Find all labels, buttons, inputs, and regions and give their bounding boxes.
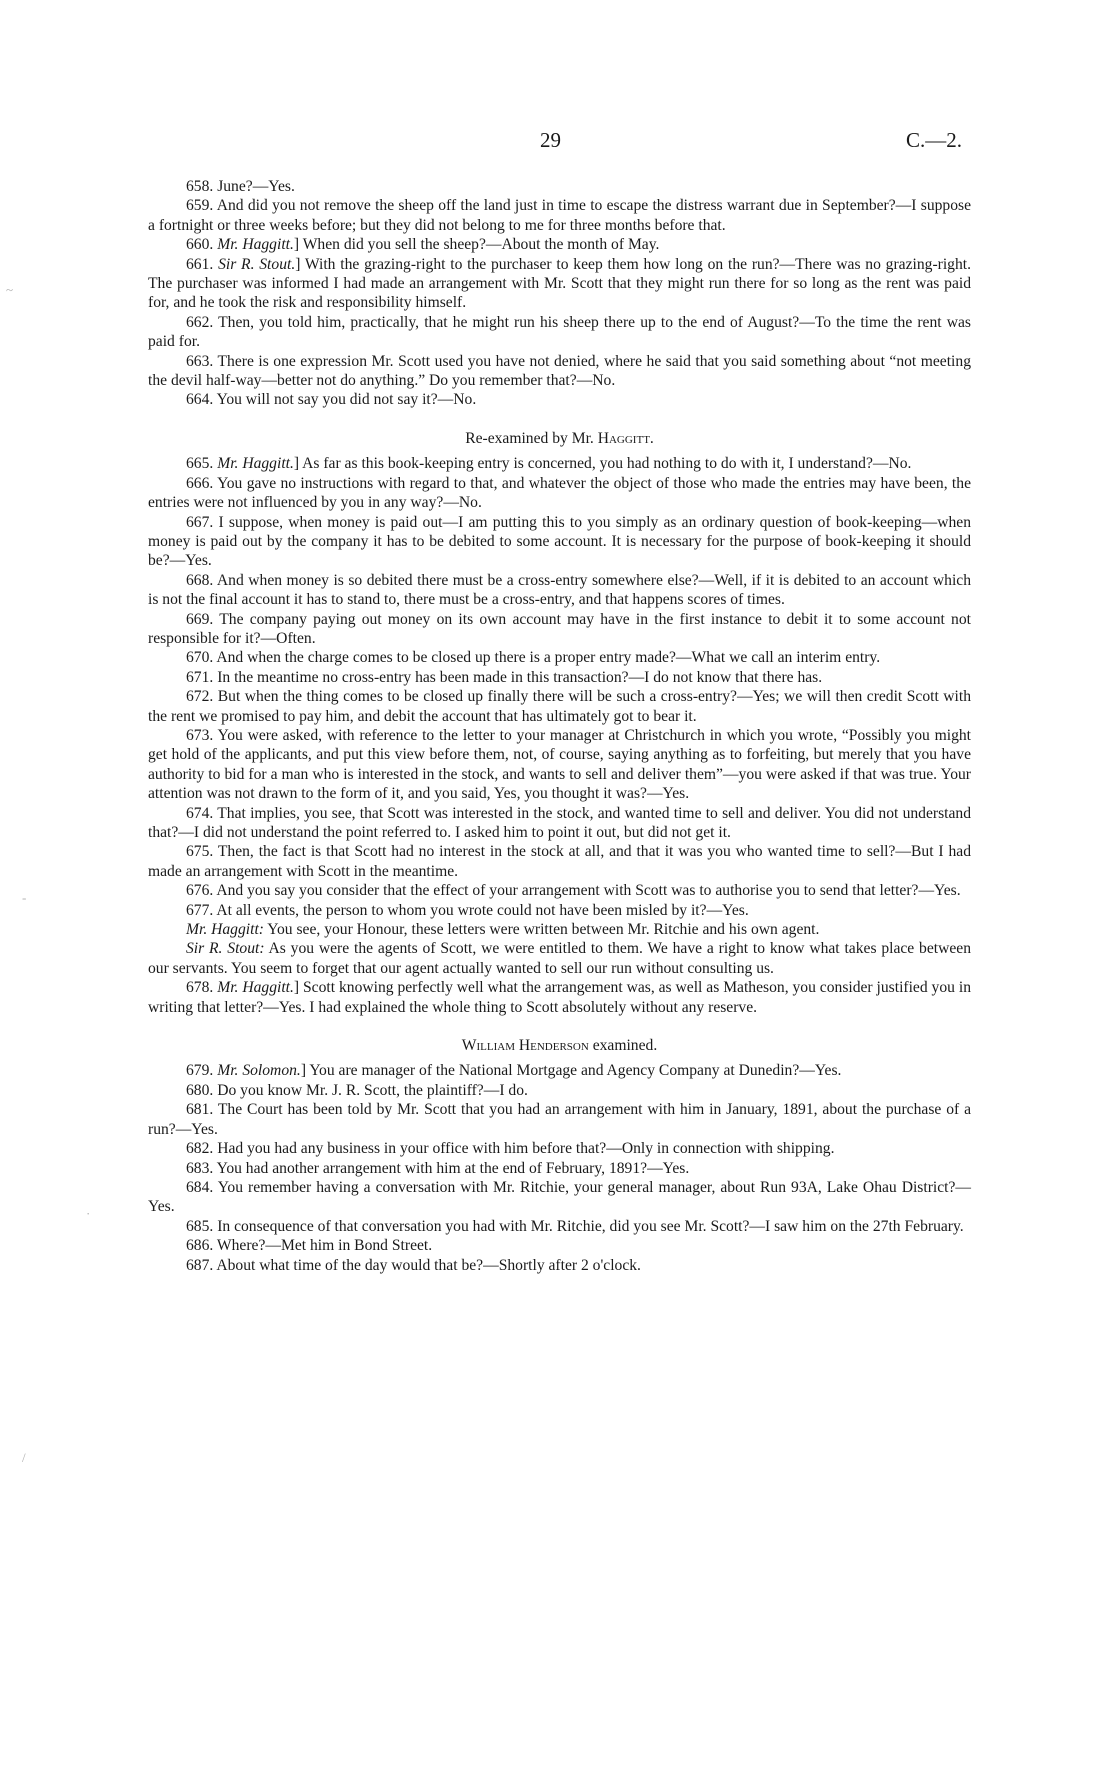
paragraph-664: 664. You will not say you did not say it?—No.: [186, 391, 477, 409]
question-number: 661.: [186, 255, 214, 273]
speaker: Mr. Solomon.: [217, 1062, 301, 1080]
paragraph-677: 677. At all events, the person to whom you wrote could not have been misled by it?—Yes.: [186, 901, 749, 919]
question-number: 676.: [186, 882, 214, 900]
question-number: 678.: [186, 979, 214, 997]
paragraph-stout-remark: Sir R. Stout: As you were the agents of Scott, we were entitled to them. We have a right to know what takes place between our servants. You seem to forget that our agent actually wanted to sell our run without consulting us.: [148, 940, 971, 977]
question-number: 663.: [186, 352, 214, 370]
paragraph-678: 678. Mr. Haggitt.] Scott knowing perfectly well what the arrangement was, as well as Matheson, you consider justified you in writing that letter?—Yes. I had explained the whole thing to Scott absolutely without any reserve.: [148, 979, 971, 1016]
speaker: Mr. Haggitt.: [217, 455, 294, 473]
paragraph-675: 675. Then, the fact is that Scott had no interest in the stock at all, and that it was you who wanted time to sell?—But I had made an arrangement with Scott in the meantime.: [148, 843, 971, 880]
speaker: Sir R. Stout.: [218, 255, 296, 273]
question-number: 686.: [186, 1237, 214, 1255]
question-number: 673.: [186, 726, 214, 744]
paragraph-669: 669. The company paying out money on its own account may have in the first instance to debit it to some account not responsible for it?—Often.: [148, 610, 971, 647]
question-number: 679.: [186, 1062, 214, 1080]
paragraph-673: 673. You were asked, with reference to the letter to your manager at Christchurch in which you wrote, “Possibly you might get hold of the applicants, and put this view before them, not, of course, saying anything as to forfeiting, but merely that you have authority to bid for a man who is interested in the stock, and wants to sell and deliver them”—you were asked if that was true. Your attention was not drawn to the form of it, and you said, Yes, you thought it was?—Yes.: [148, 726, 971, 803]
question-number: 658.: [186, 178, 214, 195]
speaker: Sir R. Stout:: [186, 940, 265, 958]
question-number: 659.: [186, 197, 214, 215]
question-number: 685.: [186, 1217, 214, 1235]
question-number: 664.: [186, 391, 214, 409]
paragraph-672: 672. But when the thing comes to be closed up finally there will be such a cross-entry?—Yes; we will then credit Scott with the rent we promised to pay him, and debit the account that has ultimately got to bear it.: [148, 688, 971, 725]
question-number: 669.: [186, 610, 214, 628]
question-number: 680.: [186, 1081, 214, 1099]
paragraph-659: 659. And did you not remove the sheep off the land just in time to escape the distress warrant due in September?—I suppose a fortnight or three weeks before; but they did not belong to me for three months before that.: [148, 197, 971, 234]
page-number: 29: [540, 128, 561, 152]
paragraph-687: 687. About what time of the day would that be?—Shortly after 2 o'clock.: [186, 1256, 641, 1274]
paragraph-680: 680. Do you know Mr. J. R. Scott, the plaintiff?—I do.: [186, 1081, 528, 1099]
paragraph-haggitt-remark: Mr. Haggitt: You see, your Honour, these letters were written between Mr. Ritchie and his own agent.: [186, 921, 820, 939]
paragraph-668: 668. And when money is so debited there must be a cross-entry somewhere else?—Well, if it is debited to an account which is not the final account it has to stand to, there must be a cross-entry, and that happens scores of times.: [148, 571, 971, 609]
question-number: 662.: [186, 313, 214, 331]
question-number: 681.: [186, 1101, 214, 1119]
question-number: 672.: [186, 688, 214, 706]
question-number: 682.: [186, 1140, 214, 1158]
paragraph-683: 683. You had another arrangement with him at the end of February, 1891?—Yes.: [186, 1159, 690, 1177]
paragraph-670: 670. And when the charge comes to be closed up there is a proper entry made?—What we call an interim entry.: [186, 649, 881, 667]
question-number: 675.: [186, 843, 214, 861]
paragraph-679: 679. Mr. Solomon.] You are manager of the National Mortgage and Agency Company at Dunedin?—Yes.: [186, 1062, 842, 1080]
margin-mark: -: [22, 890, 27, 905]
speaker: Mr. Haggitt.: [217, 236, 294, 254]
paragraph-661: 661. Sir R. Stout.] With the grazing-right to the purchaser to keep them how long on the run?—There was no grazing-right. The purchaser was informed I had made an arrangement with Mr. Scott that they might run there for so long as the rent was paid for, and he took the risk and responsibility himself.: [148, 255, 971, 312]
margin-mark: /: [22, 1450, 26, 1465]
paragraph-658: 658. June?—Yes.: [186, 178, 295, 195]
margin-mark: ·: [86, 1206, 91, 1221]
question-number: 668.: [186, 571, 214, 589]
margin-mark: ~: [6, 282, 14, 297]
paragraph-671: 671. In the meantime no cross-entry has been made in this transaction?—I do not know that there has.: [186, 668, 823, 686]
paragraph-684: 684. You remember having a conversation with Mr. Ritchie, your general manager, about Run 93A, Lake Ohau District?—Yes.: [148, 1178, 971, 1216]
paragraph-667: 667. I suppose, when money is paid out—I am putting this to you simply as an ordinary question of book-keeping—when money is paid out by the company it has to be debited to some account. It is necessary for the purpose of book-keeping it should be?—Yes.: [148, 513, 971, 570]
paragraph-666: 666. You gave no instructions with regard to that, and whatever the object of those who made the entries may have been, the entries were not influenced by you in any way?—No.: [148, 474, 971, 512]
speaker: Mr. Haggitt.: [217, 979, 294, 997]
paragraph-676: 676. And you say you consider that the effect of your arrangement with Scott was to authorise you to send that letter?—Yes.: [186, 882, 961, 900]
paragraph-682: 682. Had you had any business in your office with him before that?—Only in connection with shipping.: [186, 1140, 835, 1158]
paragraph-665: 665. Mr. Haggitt.] As far as this book-keeping entry is concerned, you had nothing to do with it, I understand?—No.: [186, 455, 912, 473]
paragraph-686: 686. Where?—Met him in Bond Street.: [186, 1237, 433, 1255]
question-number: 666.: [186, 474, 214, 492]
paragraph-663: 663. There is one expression Mr. Scott used you have not denied, where he said that you said something about “not meeting the devil half-way—better not do anything.” Do you remember that?—No.: [148, 352, 971, 390]
paragraph-681: 681. The Court has been told by Mr. Scott that you had an arrangement with him in January, 1891, about the purchase of a run?—Yes.: [148, 1101, 971, 1138]
question-number: 670.: [186, 649, 214, 667]
speaker: Mr. Haggitt:: [186, 921, 264, 939]
question-number: 660.: [186, 236, 214, 254]
question-number: 671.: [186, 668, 214, 686]
paragraph-662: 662. Then, you told him, practically, that he might run his sheep there up to the end of August?—To the time the rent was paid for.: [148, 313, 971, 351]
question-number: 687.: [186, 1256, 214, 1274]
section-heading-reexamined: Re-examined by Mr. Haggitt.: [465, 429, 654, 447]
paragraph-685: 685. In consequence of that conversation you had with Mr. Ritchie, did you see Mr. Scott?—I saw him on the 27th February.: [186, 1217, 964, 1235]
question-number: 665.: [186, 455, 214, 473]
document-code: C.—2.: [906, 128, 963, 152]
paragraph-660: 660. Mr. Haggitt.] When did you sell the sheep?—About the month of May.: [186, 236, 660, 254]
paragraph-674: 674. That implies, you see, that Scott was interested in the stock, and wanted time to sell and deliver. You did not understand that?—I did not understand the point referred to. I asked him to point it out, but did not get it.: [148, 804, 971, 841]
question-number: 684.: [186, 1178, 214, 1196]
question-number: 674.: [186, 804, 214, 822]
section-heading-henderson: William Henderson examined.: [461, 1037, 658, 1055]
question-number: 667.: [186, 513, 214, 531]
question-number: 683.: [186, 1159, 214, 1177]
testimony-text: [148, 177, 971, 1275]
question-number: 677.: [186, 901, 214, 919]
